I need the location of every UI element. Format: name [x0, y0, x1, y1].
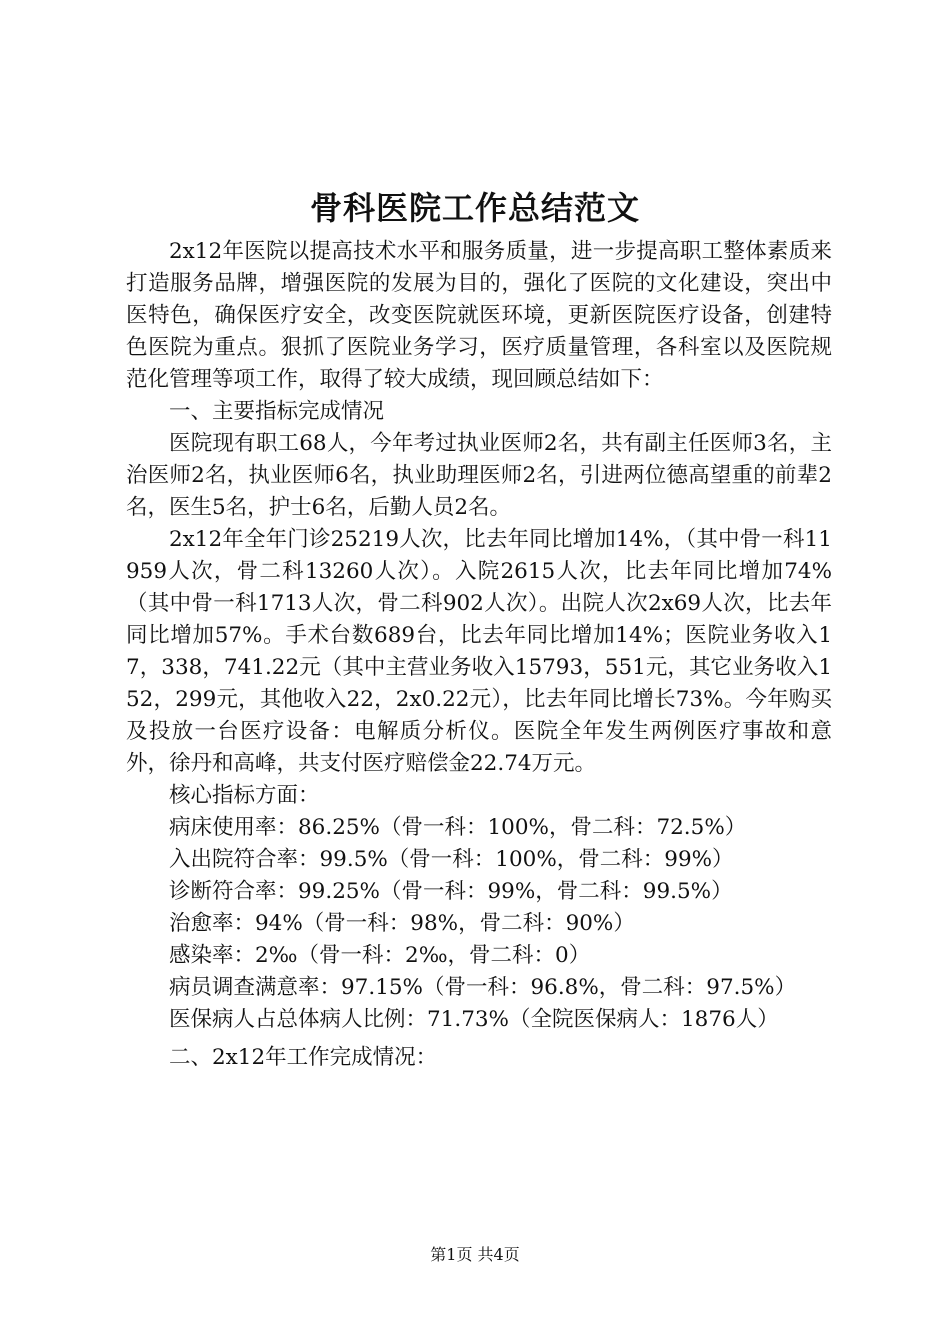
core-indicators-heading: 核心指标方面： — [169, 783, 320, 808]
core-indicator-admission-match: 入出院符合率：99.5%（骨一科：100%，骨二科：99%） — [169, 847, 734, 872]
satisfaction-paragraph: 病员调查满意率：97.15%（骨一科：96.8%，骨二科：97.5%） — [169, 975, 797, 1000]
section-heading-work-completion: 二、2x12年工作完成情况： — [169, 1045, 438, 1070]
section-heading-main-indicators: 一、主要指标完成情况 — [169, 399, 385, 424]
core-indicator-diagnosis-match: 诊断符合率：99.25%（骨一科：99%，骨二科：99.5%） — [169, 879, 733, 904]
staff-paragraph: 医院现有职工68人，今年考过执业医师2名，共有副主任医师3名，主治医师2名，执业医师6名，执业助理医师2名，引进两位德高望重的前辈2名，医生5名，护士6名，后勤人员2名。 — [126, 431, 832, 520]
page-number-footer: 第1页 共4页 — [430, 1245, 520, 1264]
document-body — [126, 236, 832, 1074]
core-indicator-infection-rate: 感染率：2‰（骨一科：2‰，骨二科：0） — [169, 943, 591, 968]
document-title: 骨科医院工作总结范文 — [309, 189, 640, 227]
core-indicator-bed-usage: 病床使用率：86.25%（骨一科：100%，骨二科：72.5%） — [169, 815, 747, 840]
intro-paragraph: 2x12年医院以提高技术水平和服务质量，进一步提高职工整体素质来打造服务品牌，增强医院的发展为目的，强化了医院的文化建设，突出中医特色，确保医疗安全，改变医院就医环境，更新医院医疗设备，创建特色医院为重点。狠抓了医院业务学习，医疗质量管理，各科室以及医院规范化管理等项工作，取得了较大成绩，现回顾总结如下： — [126, 239, 832, 392]
core-indicator-cure-rate: 治愈率：94%（骨一科：98%，骨二科：90%） — [169, 911, 635, 936]
insurance-paragraph: 医保病人占总体病人比例：71.73%（全院医保病人：1876人） — [169, 1007, 779, 1032]
statistics-paragraph: 2x12年全年门诊25219人次，比去年同比增加14%，（其中骨一科11959人次，骨二科13260人次）。入院2615人次，比去年同比增加74%（其中骨一科1713人次，骨二科902人次）。出院人次2x69人次，比去年同比增加57%。手术台数689台，比去年同比增加14%；医院业务收入17，338，741.22元（其中主营业务收入15793，551元，其它业务收入152，299元，其他收入22，2x0.22元），比去年同比增长73%。今年购买及投放一台医疗设备：电解质分析仪。医院全年发生两例医疗事故和意外，徐丹和高峰，共支付医疗赔偿金22.74万元。 — [126, 527, 832, 776]
